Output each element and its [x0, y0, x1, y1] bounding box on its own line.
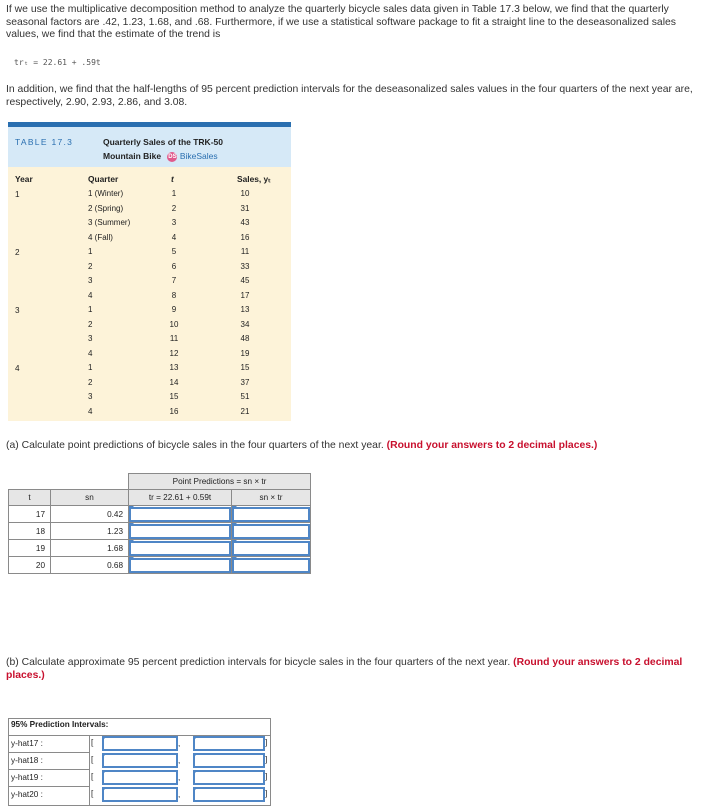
quarter-cell: 4 — [88, 290, 93, 300]
flag-icon — [193, 787, 198, 792]
sales-cell: 11 — [240, 247, 250, 256]
flag-icon — [129, 540, 134, 545]
flag-icon — [102, 787, 107, 792]
quarter-cell: 4 — [88, 406, 93, 416]
prediction-intervals-box — [8, 718, 271, 806]
prediction-input-18[interactable] — [232, 524, 310, 539]
tr-input-18[interactable] — [129, 524, 231, 539]
prediction-input-17[interactable] — [232, 507, 310, 522]
sales-cell: 48 — [240, 334, 250, 343]
sales-cell: 10 — [240, 189, 250, 198]
table-title: Quarterly Sales of the TRK-50 Mountain Bike DS BikeSales — [103, 137, 223, 161]
flag-icon — [102, 736, 107, 741]
t-cell: 8 — [171, 290, 177, 300]
close-bracket: ] — [265, 789, 268, 798]
lower-bound-input[interactable] — [102, 736, 181, 751]
flag-icon — [232, 557, 237, 562]
t-cell: 5 — [171, 247, 177, 256]
interval-label: y-hat19 : — [11, 773, 43, 782]
close-bracket: ] — [265, 755, 268, 764]
open-bracket: [ — [91, 789, 94, 798]
quarter-cell: 1 — [88, 305, 93, 314]
flag-icon — [102, 770, 107, 775]
trend-formula: trₜ = 22.61 + .59t — [14, 58, 101, 67]
upper-bound-input[interactable] — [193, 770, 268, 785]
flag-icon — [232, 523, 237, 528]
quarter-cell: 2 — [88, 261, 93, 271]
t-cell: 2 — [171, 203, 177, 213]
sales-cell: 34 — [240, 319, 250, 329]
comma: , — [178, 756, 181, 765]
tr-input-17[interactable] — [129, 507, 231, 522]
flag-icon — [193, 753, 198, 758]
upper-bound-input[interactable] — [193, 736, 268, 751]
flag-icon — [193, 736, 198, 741]
t-cell: 13 — [169, 363, 179, 372]
table-row: 18 1.23 — [9, 523, 311, 540]
rounding-instruction: (Round your answers to 2 decimal places.) — [386, 440, 598, 451]
dataset-icon: DS — [168, 153, 177, 160]
interval-row — [9, 736, 270, 753]
flag-icon — [129, 523, 134, 528]
table-row: 17 0.42 — [9, 506, 311, 523]
point-predictions-table — [8, 473, 311, 574]
flag-icon — [102, 753, 107, 758]
col-quarter-header: Quarter — [88, 174, 119, 184]
year-cell: 1 — [15, 190, 20, 199]
quarter-cell: 3 — [88, 392, 93, 401]
point-predictions-title: Point Predictions = sn × tr — [129, 474, 311, 490]
col-sn-header: sn — [51, 490, 129, 506]
table-header — [8, 127, 291, 167]
t-cell: 7 — [171, 276, 177, 285]
t-cell: 1 — [171, 189, 177, 198]
quarter-cell: 2 — [88, 377, 93, 387]
quarter-cell: 1 — [88, 363, 93, 372]
lower-bound-input[interactable] — [102, 753, 181, 768]
flag-icon — [232, 506, 237, 511]
quarter-cell: 3 (Summer) — [88, 218, 131, 227]
open-bracket: [ — [91, 755, 94, 764]
t-cell: 11 — [169, 334, 179, 343]
table-row: 19 1.68 — [9, 540, 311, 557]
comma: , — [178, 790, 181, 799]
col-t-header: t — [9, 490, 51, 506]
interval-row — [9, 770, 270, 787]
sales-cell: 43 — [240, 218, 250, 227]
sales-cell: 16 — [240, 232, 250, 242]
prediction-input-19[interactable] — [232, 541, 310, 556]
flag-icon — [129, 506, 134, 511]
open-bracket: [ — [91, 738, 94, 747]
sales-cell: 17 — [240, 290, 250, 300]
interval-label: y-hat18 : — [11, 756, 43, 765]
upper-bound-input[interactable] — [193, 787, 268, 802]
col-year-header: Year — [15, 174, 33, 184]
t-cell: 3 — [171, 218, 177, 227]
year-cell: 3 — [15, 306, 20, 315]
col-tr-header: tr = 22.61 + 0.59t — [129, 490, 232, 506]
tr-input-19[interactable] — [129, 541, 231, 556]
close-bracket: ] — [265, 738, 268, 747]
sales-cell: 51 — [240, 392, 250, 401]
quarter-cell: 1 — [88, 247, 93, 256]
quarter-cell: 3 — [88, 276, 93, 285]
t-cell: 12 — [169, 348, 179, 358]
sales-cell: 21 — [240, 406, 250, 416]
interval-label: y-hat20 : — [11, 790, 43, 799]
sales-cell: 37 — [240, 377, 250, 387]
question-b: (b) Calculate approximate 95 percent prediction intervals for bicycle sales in the four quarters of the next year. (Round your answers to 2 decimal places.) — [6, 657, 683, 681]
comma: , — [178, 739, 181, 748]
tr-input-20[interactable] — [129, 558, 231, 573]
year-cell: 2 — [15, 248, 20, 257]
quarter-cell: 2 (Spring) — [88, 203, 124, 213]
year-cell: 4 — [15, 364, 20, 373]
rounding-instruction: (Round your answers to 2 decimal places.) — [6, 657, 683, 681]
t-cell: 15 — [169, 392, 179, 401]
upper-bound-input[interactable] — [193, 753, 268, 768]
intro-paragraph: If we use the multiplicative decomposition method to analyze the quarterly bicycle sales data given in Table 17.3 below, we find that the quarterly seasonal factors are .42, 1.23, 1.68, and .68. Furthermore, if we use a statistical software package to fit a straight line to the deseasonalized sales values, we find that the estimate of the trend is — [6, 4, 676, 41]
sales-cell: 13 — [240, 305, 250, 314]
t-cell: 6 — [171, 261, 177, 271]
sales-cell: 45 — [240, 276, 250, 285]
lower-bound-input[interactable] — [102, 770, 181, 785]
sales-cell: 19 — [240, 348, 250, 358]
t-cell: 9 — [171, 305, 177, 314]
question-a: (a) Calculate point predictions of bicycle sales in the four quarters of the next year. (Round your answers to 2 decimal places.) — [6, 440, 598, 451]
interval-row — [9, 753, 270, 770]
interval-label: y-hat17 : — [11, 739, 43, 748]
dataset-link[interactable]: BikeSales — [179, 151, 218, 161]
quarter-cell: 4 — [88, 348, 93, 358]
table-row: 20 0.68 — [9, 557, 311, 574]
t-cell: 10 — [169, 319, 179, 329]
t-cell: 14 — [169, 377, 179, 387]
flag-icon — [193, 770, 198, 775]
col-t-header: t — [171, 174, 174, 184]
quarter-cell: 3 — [88, 334, 93, 343]
quarter-cell: 4 (Fall) — [88, 232, 113, 242]
table-label: TABLE 17.3 — [15, 137, 74, 147]
quarter-cell: 2 — [88, 319, 93, 329]
comma: , — [178, 773, 181, 782]
table-17-3 — [8, 122, 291, 421]
col-sntr-header: sn × tr — [232, 490, 311, 506]
close-bracket: ] — [265, 772, 268, 781]
t-cell: 16 — [169, 406, 179, 416]
col-sales-header: Sales, yₜ — [237, 174, 271, 184]
sales-cell: 15 — [240, 363, 250, 372]
half-lengths-paragraph: In addition, we find that the half-lengths of 95 percent prediction intervals for the deseasonalized sales values in the four quarters of the next year are, respectively, 2.90, 2.93, 2.86, and 3.08. — [6, 84, 693, 108]
interval-row — [9, 787, 270, 804]
flag-icon — [129, 557, 134, 562]
prediction-input-20[interactable] — [232, 558, 310, 573]
t-cell: 4 — [171, 232, 177, 242]
quarter-cell: 1 (Winter) — [88, 189, 124, 198]
sales-cell: 33 — [240, 261, 250, 271]
sales-cell: 31 — [240, 203, 250, 213]
open-bracket: [ — [91, 772, 94, 781]
lower-bound-input[interactable] — [102, 787, 181, 802]
flag-icon — [232, 540, 237, 545]
prediction-intervals-title: 95% Prediction Intervals: — [11, 720, 109, 729]
